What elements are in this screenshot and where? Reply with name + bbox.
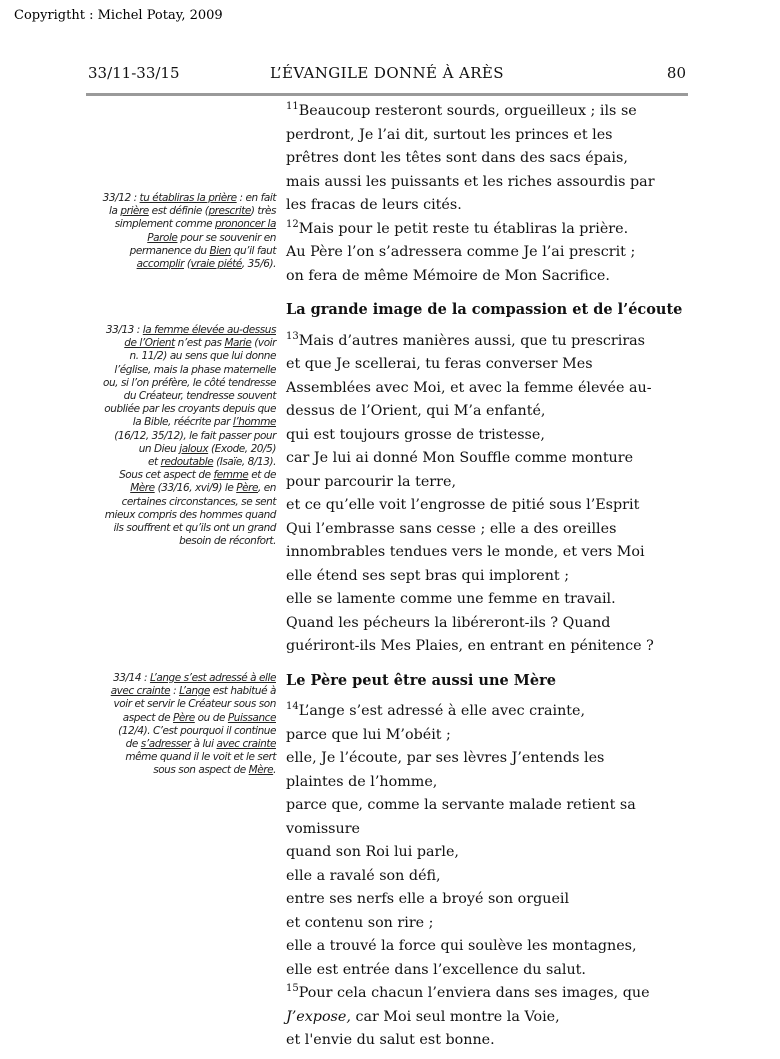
note-term: s’adresser (140, 738, 191, 751)
note-text: est habitué à (209, 685, 276, 698)
text-line: entre ses nerfs elle a broyé son orgueil (286, 891, 570, 907)
text-line: innombrables tendues vers le monde, et vers Moi (286, 544, 645, 560)
note-text: (33/16, xvi/9) le (154, 482, 237, 495)
note-term: Puissance (227, 711, 276, 724)
note-term: la femme élevée au-dessus (142, 324, 276, 336)
note-text: (Exode, 20/5) (208, 442, 276, 455)
text-line: perdront, Je l’ai dit, surtout les princes et les (286, 126, 613, 143)
verse-number: 12 (286, 218, 299, 230)
verse-number: 15 (286, 983, 299, 994)
text-line: elle se lamente comme une femme en travail. (286, 591, 616, 607)
note-term: tu établiras la prière (139, 192, 237, 204)
note-term: prononcer la (215, 218, 276, 231)
note-text: de (125, 738, 141, 751)
main-text (286, 100, 686, 1053)
text-line: elle étend ses sept bras qui implorent ; (286, 567, 570, 584)
text-line: elle a trouvé la force qui soulève les montagnes, (286, 938, 637, 954)
note-term: prière (120, 205, 149, 218)
note-term: prescrite (208, 205, 251, 218)
margin-note-33-13 (84, 324, 276, 548)
text-line: Mais d’autres manières aussi, que tu prescriras (298, 332, 646, 349)
note-text: ( (184, 258, 191, 271)
note-text: , en (258, 482, 276, 495)
note-term: L’ange s’est adressé à elle (149, 672, 276, 684)
text-line: dessus de l’Orient, qui M’a enfanté, (286, 403, 546, 419)
note-text: oubliée par les croyants depuis que (104, 403, 276, 416)
text-line: Au Père l’on s’adressera comme Je l’ai prescrit ; (286, 244, 636, 260)
note-text: (Isaïe, 8/13). (213, 456, 276, 469)
text-line: on fera de même Mémoire de Mon Sacrifice. (286, 267, 610, 284)
text-line: et que Je scellerai, tu feras converser Mes (286, 356, 593, 372)
verse-13 (286, 330, 686, 659)
text-line: Qui l’embrasse sans cesse ; elle a des oreilles (286, 520, 617, 537)
note-ref: 33/12 : (102, 192, 140, 204)
note-text: l’église, mais la phase maternelle (114, 363, 276, 376)
verse-15 (286, 982, 686, 1053)
note-text: mieux compris des hommes quand (104, 508, 276, 521)
section-heading: La grande image de la compassion et de l’écoute (286, 301, 683, 318)
verse-number: 14 (286, 701, 299, 712)
verse-number: 11 (286, 101, 299, 112)
note-term: l’homme (232, 416, 276, 429)
page-number: 80 (666, 64, 686, 82)
note-term: Marie (224, 337, 252, 350)
note-term: vraie piété (190, 258, 242, 271)
note-term: Père (236, 482, 258, 495)
note-text: , 35/6). (241, 258, 276, 271)
note-text: sous son aspect de (153, 764, 249, 777)
note-text: permanence du (129, 244, 210, 257)
text-line: prêtres dont les têtes sont dans des sacs épais, (286, 150, 628, 166)
text-line: car Je lui ai donné Mon Souffle comme monture (286, 450, 634, 466)
note-ref: 33/14 : (113, 672, 150, 684)
note-text: du Créateur, tendresse souvent (123, 390, 276, 403)
note-text: (16/12, 35/12), le fait passer pour (114, 429, 276, 442)
note-text: . (273, 764, 276, 777)
text-line: et contenu son rire ; (286, 914, 434, 931)
text-line: elle a ravalé son défi, (286, 867, 441, 884)
note-text: simplement comme (114, 218, 216, 231)
note-text: et de (248, 469, 276, 482)
note-term: Père (173, 711, 195, 724)
note-text: (voir (251, 337, 276, 350)
note-text: : (170, 685, 180, 698)
note-term: de l’Orient (124, 337, 175, 350)
text-line: mais aussi les puissants et les riches assourdis par (286, 173, 655, 190)
verse-11 (286, 100, 686, 218)
italic-word: J’expose, (286, 1008, 351, 1025)
note-term: avec crainte (216, 738, 276, 751)
note-text: qu’il faut (230, 244, 276, 257)
note-term: Bien (209, 244, 231, 257)
margin-note-33-14 (84, 672, 276, 778)
note-text: n. 11/2) au sens que lui donne (129, 350, 276, 363)
margin-note-33-12 (84, 192, 276, 271)
text-line: quand son Roi lui parle, (286, 844, 459, 860)
note-text: et (148, 456, 161, 469)
note-text: la Bible, réécrite par (132, 416, 233, 429)
note-text: Sous cet aspect de (119, 469, 214, 482)
note-text: pour se souvenir en (177, 231, 276, 244)
text-line: parce que lui M’obéit ; (286, 726, 451, 743)
note-text: même quand il le voit et le sert (125, 751, 276, 764)
note-text: à lui (190, 738, 217, 751)
text-line: vomissure (286, 820, 360, 837)
note-text: n’est pas (174, 337, 225, 350)
note-term: L’ange (179, 685, 210, 698)
header-rule (86, 93, 688, 96)
text-line: les fracas de leurs cités. (286, 197, 462, 213)
text-line: parce que, comme la servante malade retient sa (286, 797, 636, 813)
page-header (86, 64, 688, 86)
text-line: Pour cela chacun l’enviera dans ses images, que (298, 985, 650, 1001)
text-line: qui est toujours grosse de tristesse, (286, 426, 545, 443)
note-text: ils souffrent et qu’ils ont un grand (113, 522, 276, 535)
text-line: plaintes de l’homme, (286, 773, 438, 790)
note-text: ou de (194, 711, 228, 724)
note-text: certaines circonstances, se sent (121, 495, 276, 508)
note-term: accomplir (136, 258, 184, 271)
section-heading: Le Père peut être aussi une Mère (286, 671, 556, 689)
note-text: ou, si l’on préfère, le côté tendresse (102, 376, 276, 389)
text-fragment: car Moi seul montre la Voie, (350, 1008, 560, 1025)
note-text: ) très (250, 205, 276, 218)
verse-14 (286, 700, 686, 982)
text-line: et l'envie du salut est bonne. (286, 1032, 495, 1048)
text-line: elle est entrée dans l’excellence du salut. (286, 961, 586, 978)
note-text: un Dieu (138, 442, 180, 455)
note-term: Mère (248, 764, 274, 777)
verse-range: 33/11-33/15 (88, 64, 180, 82)
text-line (286, 1006, 686, 1030)
note-term: Parole (147, 231, 178, 244)
note-ref: 33/13 : (105, 324, 143, 336)
note-term: femme (213, 469, 249, 482)
text-line: pour parcourir la terre, (286, 473, 456, 490)
verse-number: 13 (286, 330, 299, 342)
note-term: jaloux (179, 442, 209, 455)
text-line: Quand les pécheurs la libéreront-ils ? Quand (286, 614, 611, 631)
note-text: (12/4). C’est pourquoi il continue (118, 724, 276, 737)
note-text: voir et servir le Créateur sous son (113, 698, 276, 711)
note-term: redoutable (160, 456, 214, 469)
text-line: elle, Je l’écoute, par ses lèvres J’entends les (286, 750, 605, 766)
book-title: L’ÉVANGILE DONNÉ À ARÈS (270, 64, 504, 82)
text-line: guériront-ils Mes Plaies, en entrant en pénitence ? (286, 638, 654, 654)
text-line: Mais pour le petit reste tu établiras la prière. (298, 220, 629, 237)
note-term: Mère (130, 482, 155, 495)
verse-12 (286, 218, 686, 289)
text-line: L’ange s’est adressé à elle avec crainte, (298, 703, 586, 719)
note-text: la (109, 205, 121, 218)
note-text: besoin de réconfort. (179, 535, 276, 548)
text-line: Assemblées avec Moi, et avec la femme élevée au- (286, 379, 652, 396)
note-text: : en fait (236, 192, 276, 204)
text-line: et ce qu’elle voit l’engrosse de pitié sous l’Esprit (286, 497, 640, 513)
note-term: avec crainte (110, 685, 171, 698)
note-text: aspect de (122, 711, 174, 724)
note-text: est définie ( (148, 205, 209, 218)
copyright-notice: Copyrigtht : Michel Potay, 2009 (14, 8, 223, 23)
text-line: Beaucoup resteront sourds, orgueilleux ; ils se (298, 103, 637, 119)
